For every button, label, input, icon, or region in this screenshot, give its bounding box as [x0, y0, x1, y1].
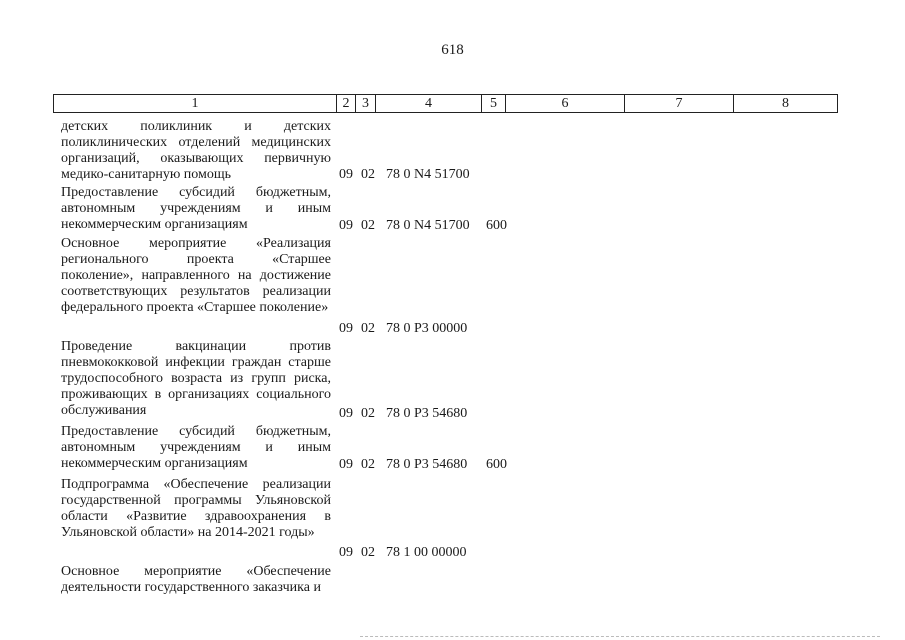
column-header-8: 8 — [734, 95, 838, 113]
subsection-code: 02 — [361, 218, 375, 233]
section-code: 09 — [339, 406, 353, 421]
section-code: 09 — [339, 321, 353, 336]
expense-type-code: 600 — [486, 218, 507, 233]
section-code: 09 — [339, 167, 353, 182]
target-article-code: 78 1 00 00000 — [386, 545, 467, 560]
target-article-code: 78 0 P3 54680 — [386, 457, 468, 472]
table-row-description: Основное мероприятие «Обеспечение деятельности государственного заказчика и — [61, 564, 331, 595]
target-article-code: 78 0 P3 54680 — [386, 406, 468, 421]
section-code: 09 — [339, 218, 353, 233]
subsection-code: 02 — [361, 321, 375, 336]
subsection-code: 02 — [361, 457, 375, 472]
table-row-description: Основное мероприятие «Реализация регионального проекта «Старшее поколение», направленного на достижение соответствующих результатов реализации федерального проекта «Старшее поколение» — [61, 236, 331, 315]
column-header-6: 6 — [506, 95, 625, 113]
column-header-7: 7 — [625, 95, 734, 113]
subsection-code: 02 — [361, 167, 375, 182]
target-article-code: 78 0 N4 51700 — [386, 167, 470, 182]
table-row-description: Проведение вакцинации против пневмококковой инфекции граждан старше трудоспособного возраста из групп риска, проживающих в организациях социального обслуживания — [61, 339, 331, 418]
expense-type-code: 600 — [486, 457, 507, 472]
page-number: 618 — [441, 42, 464, 58]
column-header-row — [54, 95, 838, 113]
column-header-5: 5 — [482, 95, 506, 113]
column-header-2: 2 — [337, 95, 356, 113]
column-header-4: 4 — [376, 95, 482, 113]
section-code: 09 — [339, 545, 353, 560]
column-header-3: 3 — [356, 95, 376, 113]
section-code: 09 — [339, 457, 353, 472]
table-row-description: Предоставление субсидий бюджетным, автономным учреждениям и иным некоммерческим организациям — [61, 185, 331, 232]
column-header-table — [53, 94, 838, 113]
target-article-code: 78 0 N4 51700 — [386, 218, 470, 233]
scan-artifact-rule — [360, 636, 880, 638]
subsection-code: 02 — [361, 545, 375, 560]
column-header-1: 1 — [54, 95, 337, 113]
subsection-code: 02 — [361, 406, 375, 421]
target-article-code: 78 0 P3 00000 — [386, 321, 468, 336]
table-row-description: детских поликлиник и детских поликлинических отделений медицинских организаций, оказывающих первичную медико-санитарную помощь — [61, 119, 331, 182]
table-row-description: Подпрограмма «Обеспечение реализации государственной программы Ульяновской области «Развитие здравоохранения в Ульяновской области» на 2014-2021 годы» — [61, 477, 331, 540]
table-row-description: Предоставление субсидий бюджетным, автономным учреждениям и иным некоммерческим организациям — [61, 424, 331, 471]
